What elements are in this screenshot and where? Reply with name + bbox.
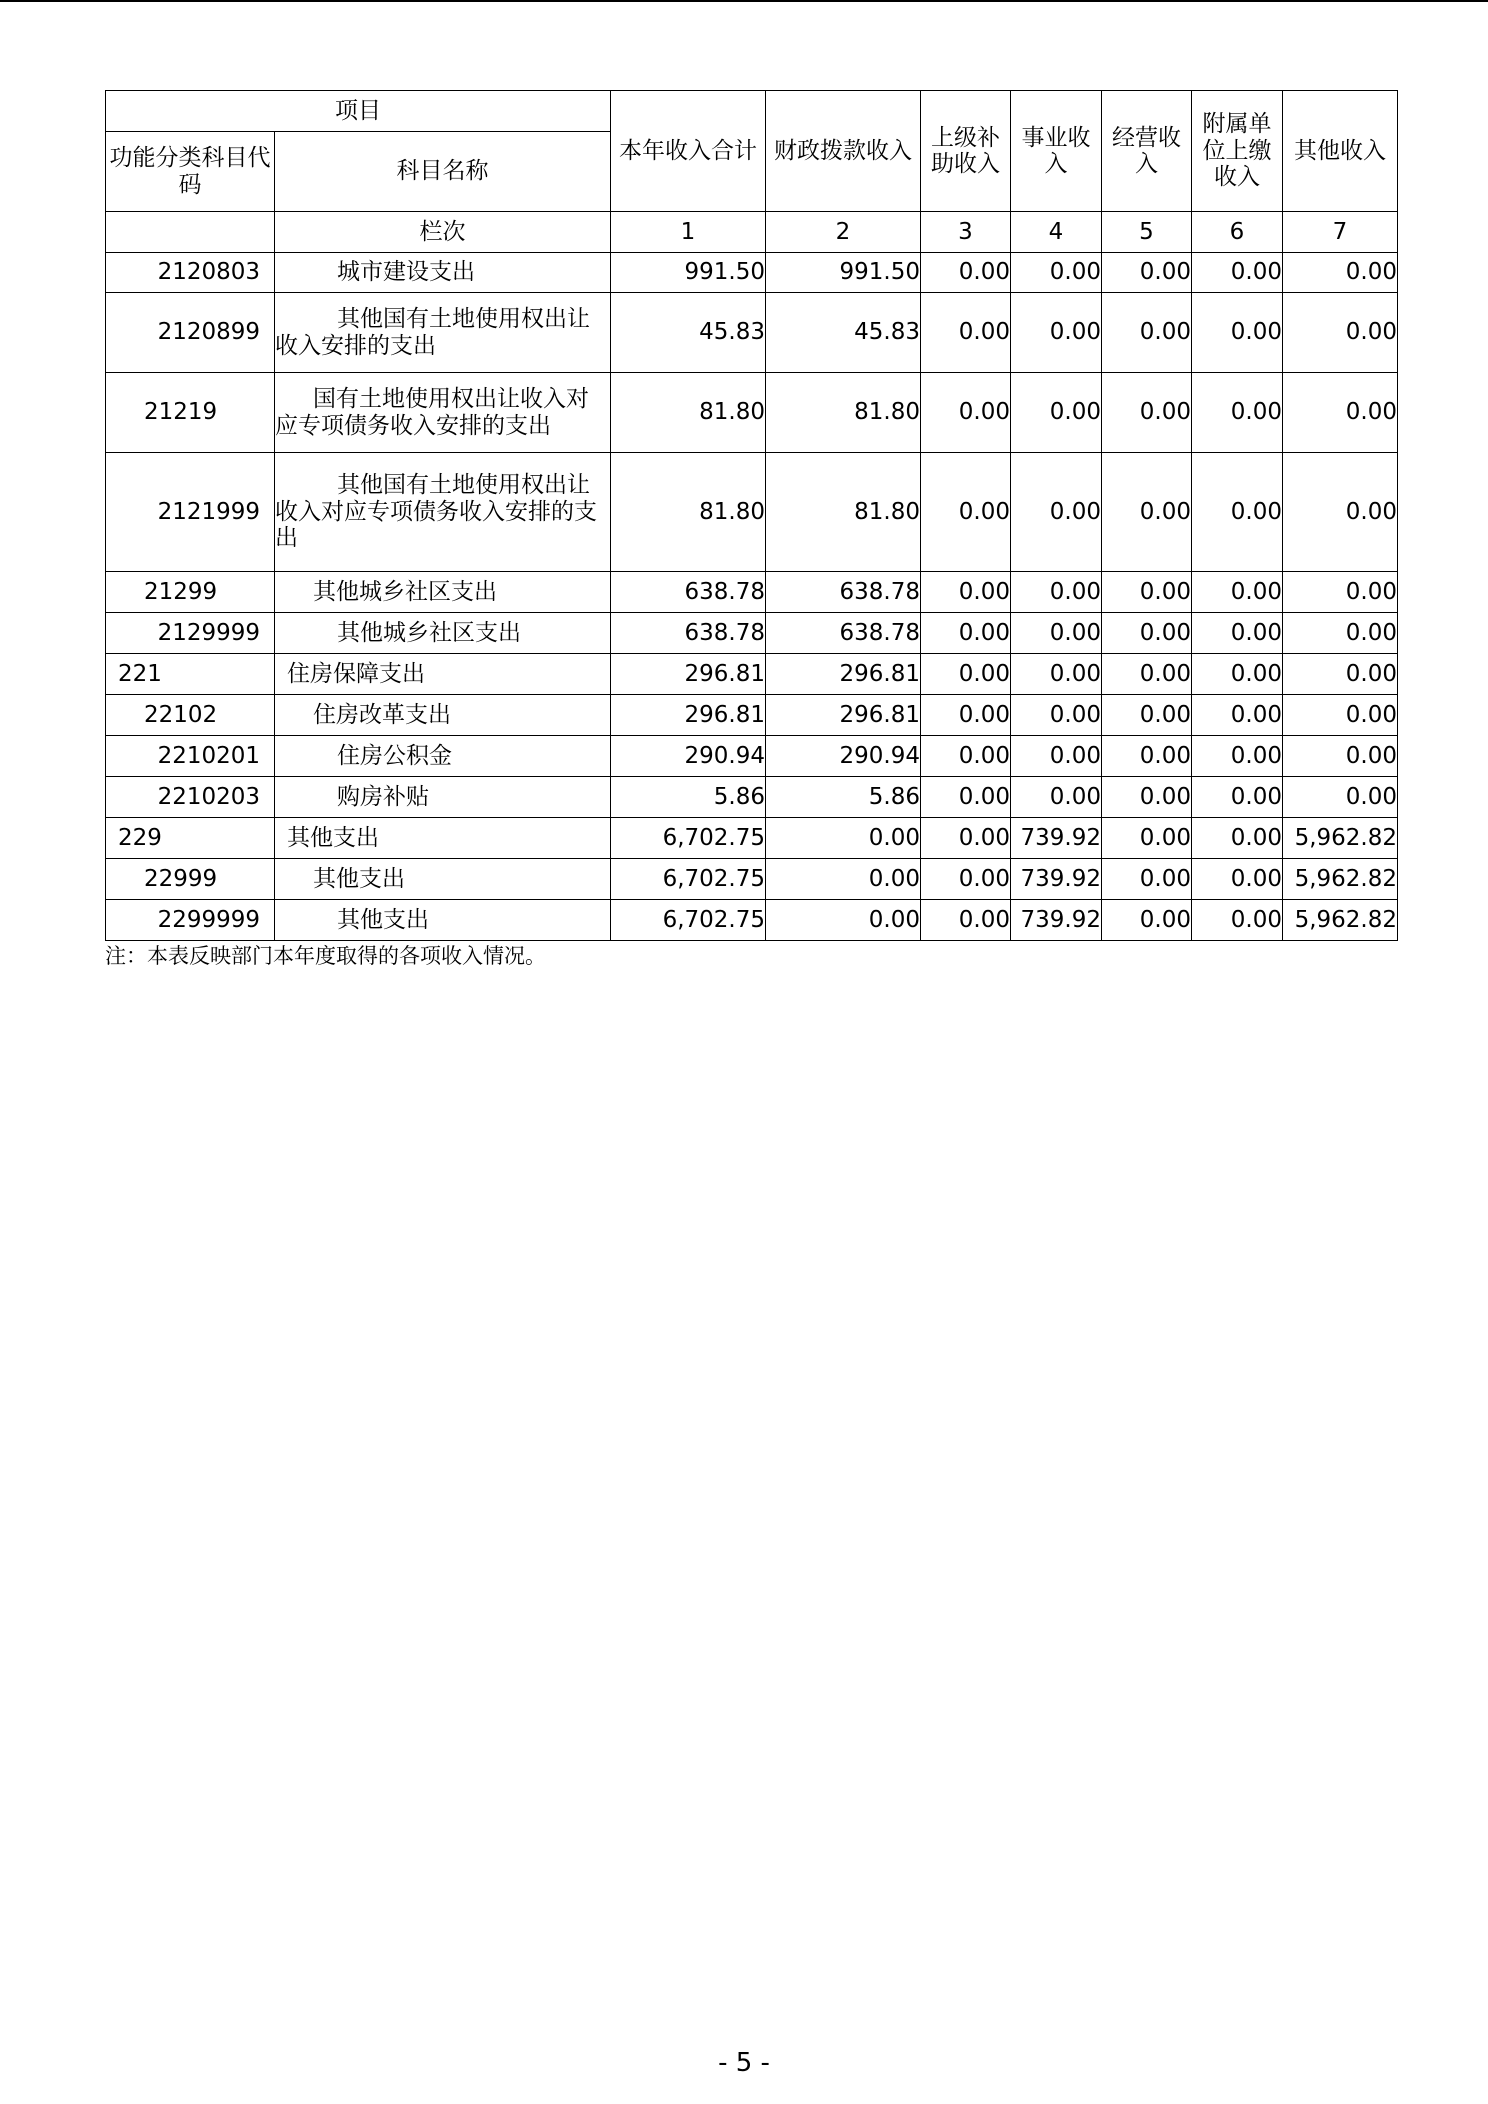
cell-value: 0.00 <box>1192 818 1283 859</box>
cell-value: 0.00 <box>1283 572 1398 613</box>
cell-value: 0.00 <box>1283 253 1398 293</box>
cell-value: 0.00 <box>1192 695 1283 736</box>
cell-value: 0.00 <box>1192 253 1283 293</box>
cell-value: 0.00 <box>1283 373 1398 453</box>
table-row <box>106 572 1398 613</box>
page-number: - 5 - <box>718 2048 770 2078</box>
cell-value: 0.00 <box>1192 900 1283 941</box>
row-code: 2210203 <box>106 777 275 818</box>
header-code: 功能分类科目代码 <box>106 132 275 212</box>
row-name: 住房公积金 <box>275 736 611 777</box>
row-code: 221 <box>106 654 275 695</box>
cell-value: 0.00 <box>1192 859 1283 900</box>
cell-value: 6,702.75 <box>611 900 766 941</box>
cell-value: 0.00 <box>1011 373 1102 453</box>
cell-value: 0.00 <box>1102 695 1192 736</box>
cell-value: 739.92 <box>1011 818 1102 859</box>
header-col-6: 附属单位上缴收入 <box>1192 91 1283 212</box>
cell-value: 296.81 <box>766 654 921 695</box>
row-code: 2121999 <box>106 453 275 572</box>
cell-value: 0.00 <box>1102 613 1192 654</box>
cell-value: 0.00 <box>921 253 1011 293</box>
cell-value: 290.94 <box>766 736 921 777</box>
cell-value: 296.81 <box>766 695 921 736</box>
cell-value: 0.00 <box>1192 572 1283 613</box>
cell-value: 0.00 <box>1011 572 1102 613</box>
column-number: 1 <box>611 212 766 253</box>
table-row <box>106 818 1398 859</box>
cell-value: 81.80 <box>611 373 766 453</box>
row-code: 21299 <box>106 572 275 613</box>
header-row-1 <box>106 91 1398 132</box>
cell-value: 0.00 <box>921 572 1011 613</box>
row-code: 2210201 <box>106 736 275 777</box>
cell-value: 81.80 <box>766 373 921 453</box>
cell-value: 0.00 <box>1283 736 1398 777</box>
cell-value: 0.00 <box>766 818 921 859</box>
cell-value: 0.00 <box>1283 695 1398 736</box>
cell-value: 5.86 <box>766 777 921 818</box>
cell-value: 0.00 <box>921 613 1011 654</box>
cell-value: 0.00 <box>766 900 921 941</box>
row-name: 住房改革支出 <box>275 695 611 736</box>
cell-value: 6,702.75 <box>611 818 766 859</box>
row-name: 其他城乡社区支出 <box>275 572 611 613</box>
column-number: 6 <box>1192 212 1283 253</box>
cell-value: 296.81 <box>611 654 766 695</box>
table-row <box>106 293 1398 373</box>
cell-value: 0.00 <box>1192 736 1283 777</box>
cell-value: 0.00 <box>1011 613 1102 654</box>
cell-value: 638.78 <box>611 572 766 613</box>
cell-value: 0.00 <box>921 373 1011 453</box>
cell-value: 0.00 <box>1102 654 1192 695</box>
cell-value: 0.00 <box>1011 654 1102 695</box>
cell-value: 0.00 <box>1283 777 1398 818</box>
cell-value: 991.50 <box>611 253 766 293</box>
table-row <box>106 900 1398 941</box>
cell-value: 0.00 <box>921 293 1011 373</box>
cell-value: 81.80 <box>766 453 921 572</box>
column-number: 2 <box>766 212 921 253</box>
row-name: 国有土地使用权出让收入对应专项债务收入安排的支出 <box>275 373 611 453</box>
cell-value: 0.00 <box>921 453 1011 572</box>
cell-value: 6,702.75 <box>611 859 766 900</box>
cell-value: 0.00 <box>921 654 1011 695</box>
cell-value: 0.00 <box>1102 777 1192 818</box>
cell-value: 0.00 <box>921 818 1011 859</box>
column-number: 3 <box>921 212 1011 253</box>
cell-value: 0.00 <box>1011 293 1102 373</box>
cell-value: 638.78 <box>766 613 921 654</box>
income-table <box>105 90 1398 941</box>
cell-value: 45.83 <box>611 293 766 373</box>
table-row <box>106 736 1398 777</box>
row-name: 城市建设支出 <box>275 253 611 293</box>
column-number-label: 栏次 <box>275 212 611 253</box>
cell-value: 5,962.82 <box>1283 900 1398 941</box>
row-name: 其他国有土地使用权出让收入安排的支出 <box>275 293 611 373</box>
cell-value: 0.00 <box>1102 736 1192 777</box>
column-number: 7 <box>1283 212 1398 253</box>
header-col-3: 上级补助收入 <box>921 91 1011 212</box>
column-number: 5 <box>1102 212 1192 253</box>
row-code: 2129999 <box>106 613 275 654</box>
cell-value: 0.00 <box>1011 695 1102 736</box>
cell-value: 0.00 <box>921 777 1011 818</box>
cell-value: 739.92 <box>1011 900 1102 941</box>
header-col-4: 事业收入 <box>1011 91 1102 212</box>
cell-value: 638.78 <box>611 613 766 654</box>
cell-value: 0.00 <box>1102 293 1192 373</box>
row-code: 2120803 <box>106 253 275 293</box>
cell-value: 0.00 <box>1192 777 1283 818</box>
cell-value: 0.00 <box>1011 736 1102 777</box>
row-name: 其他支出 <box>275 900 611 941</box>
cell-value: 0.00 <box>1283 613 1398 654</box>
cell-value: 81.80 <box>611 453 766 572</box>
column-number: 4 <box>1011 212 1102 253</box>
header-project: 项目 <box>106 91 611 132</box>
cell-value: 739.92 <box>1011 859 1102 900</box>
header-col-1: 本年收入合计 <box>611 91 766 212</box>
cell-value: 5,962.82 <box>1283 818 1398 859</box>
header-col-7: 其他收入 <box>1283 91 1398 212</box>
row-name: 其他支出 <box>275 859 611 900</box>
row-name: 其他国有土地使用权出让收入对应专项债务收入安排的支出 <box>275 453 611 572</box>
row-code: 229 <box>106 818 275 859</box>
cell-value: 290.94 <box>611 736 766 777</box>
cell-value: 5,962.82 <box>1283 859 1398 900</box>
row-code: 2299999 <box>106 900 275 941</box>
header-name: 科目名称 <box>275 132 611 212</box>
cell-value: 0.00 <box>1192 613 1283 654</box>
cell-value: 0.00 <box>1102 373 1192 453</box>
column-number-blank <box>106 212 275 253</box>
cell-value: 0.00 <box>1011 253 1102 293</box>
cell-value: 0.00 <box>1192 654 1283 695</box>
cell-value: 0.00 <box>1102 253 1192 293</box>
table-row <box>106 613 1398 654</box>
cell-value: 0.00 <box>1011 453 1102 572</box>
cell-value: 296.81 <box>611 695 766 736</box>
cell-value: 0.00 <box>1102 818 1192 859</box>
cell-value: 0.00 <box>1102 572 1192 613</box>
cell-value: 0.00 <box>1011 777 1102 818</box>
cell-value: 0.00 <box>1283 453 1398 572</box>
cell-value: 0.00 <box>1283 293 1398 373</box>
table-row <box>106 453 1398 572</box>
cell-value: 991.50 <box>766 253 921 293</box>
cell-value: 0.00 <box>1192 453 1283 572</box>
table-row <box>106 373 1398 453</box>
cell-value: 0.00 <box>766 859 921 900</box>
table-row <box>106 253 1398 293</box>
table-row <box>106 777 1398 818</box>
cell-value: 0.00 <box>1192 293 1283 373</box>
row-name: 购房补贴 <box>275 777 611 818</box>
row-code: 2120899 <box>106 293 275 373</box>
cell-value: 0.00 <box>921 736 1011 777</box>
cell-value: 0.00 <box>1102 900 1192 941</box>
cell-value: 0.00 <box>921 900 1011 941</box>
cell-value: 45.83 <box>766 293 921 373</box>
table-row <box>106 695 1398 736</box>
table-note: 注：本表反映部门本年度取得的各项收入情况。 <box>105 944 546 968</box>
cell-value: 0.00 <box>1102 453 1192 572</box>
cell-value: 0.00 <box>921 695 1011 736</box>
cell-value: 0.00 <box>1102 859 1192 900</box>
row-name: 其他城乡社区支出 <box>275 613 611 654</box>
row-code: 22999 <box>106 859 275 900</box>
header-col-2: 财政拨款收入 <box>766 91 921 212</box>
cell-value: 0.00 <box>1192 373 1283 453</box>
cell-value: 0.00 <box>921 859 1011 900</box>
cell-value: 0.00 <box>1283 654 1398 695</box>
table-row <box>106 859 1398 900</box>
row-code: 22102 <box>106 695 275 736</box>
row-name: 其他支出 <box>275 818 611 859</box>
page-top-border <box>0 0 1488 2</box>
column-number-row <box>106 212 1398 253</box>
header-col-5: 经营收入 <box>1102 91 1192 212</box>
table-row <box>106 654 1398 695</box>
cell-value: 638.78 <box>766 572 921 613</box>
cell-value: 5.86 <box>611 777 766 818</box>
row-name: 住房保障支出 <box>275 654 611 695</box>
row-code: 21219 <box>106 373 275 453</box>
